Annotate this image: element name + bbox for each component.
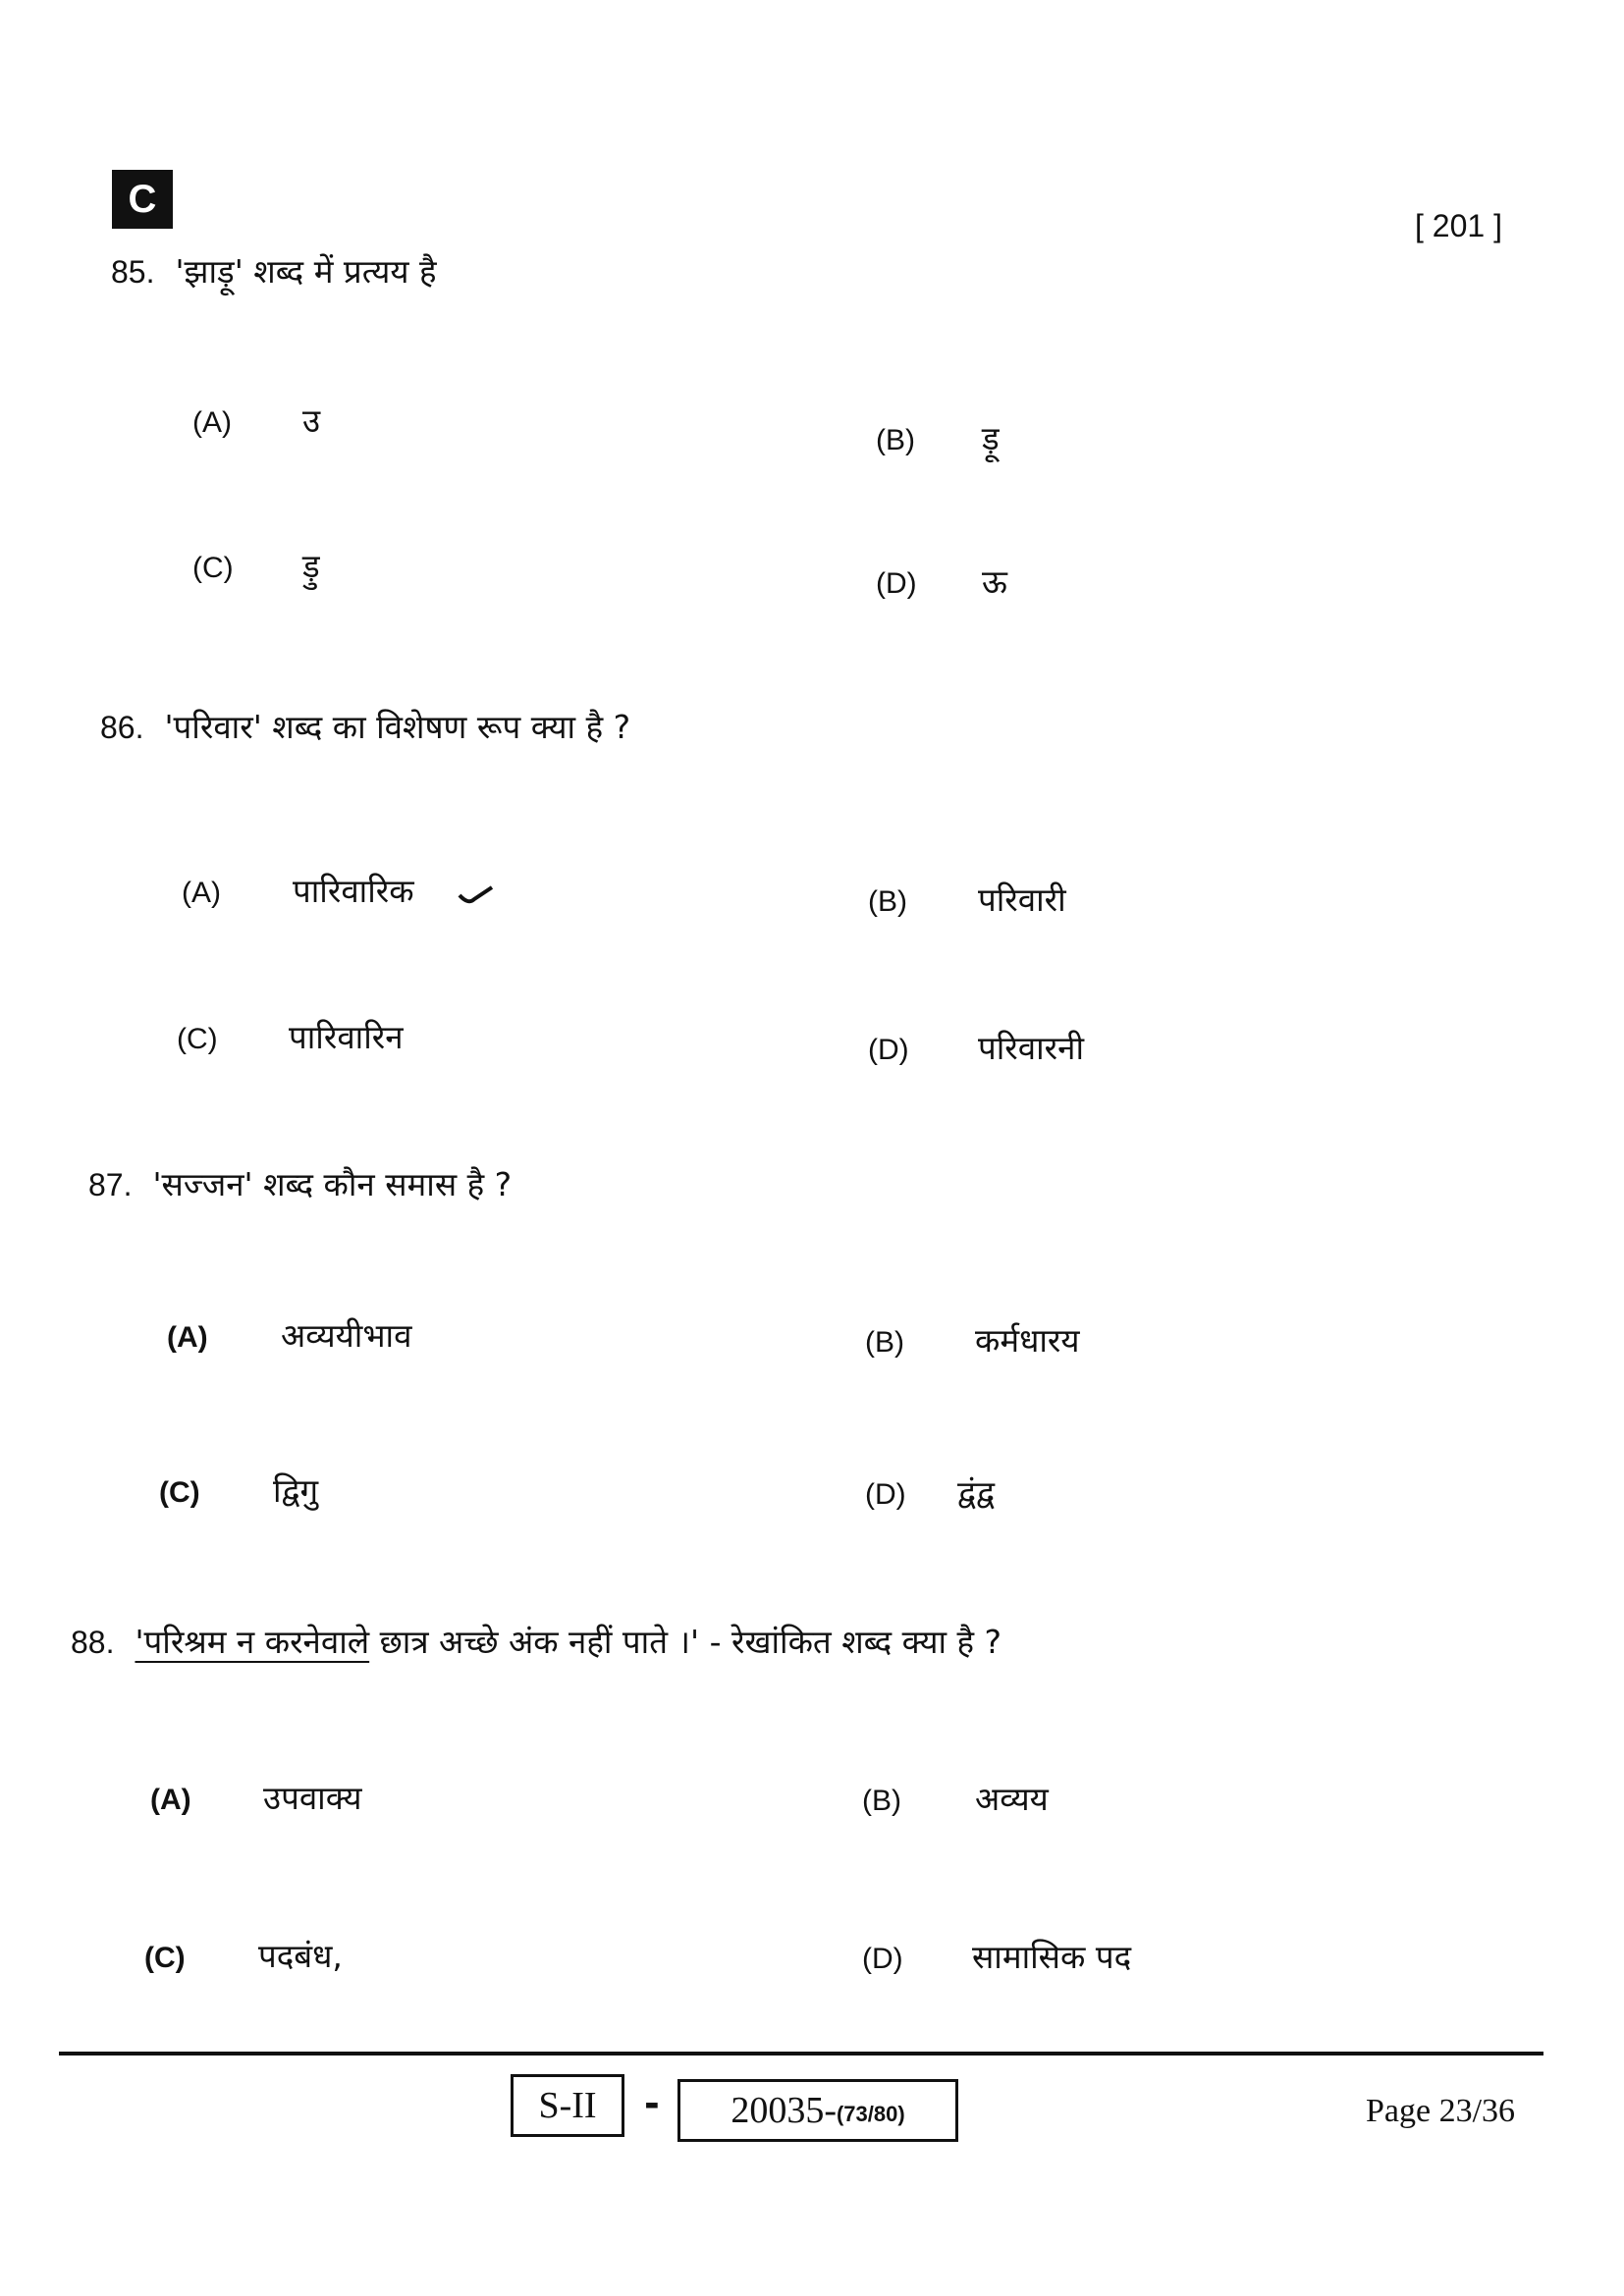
question-number: 86. xyxy=(100,710,144,745)
option-text: अव्ययीभाव xyxy=(281,1316,412,1355)
option-label: (B) xyxy=(865,1326,904,1359)
question-number: 85. xyxy=(111,254,155,290)
page-number: Page 23/36 xyxy=(1366,2093,1516,2129)
option-label: (A) xyxy=(192,406,232,439)
option-text: उ xyxy=(302,401,321,440)
option-label: (C) xyxy=(144,1942,186,1974)
question-86 xyxy=(100,708,631,746)
option-text: पारिवारिन xyxy=(289,1018,404,1056)
option-text: ऊ xyxy=(982,562,1007,601)
footer-rule xyxy=(59,2052,1543,2056)
option-label: (D) xyxy=(862,1943,903,1975)
code-box xyxy=(677,2079,958,2142)
option-text: कर्मधारय xyxy=(975,1321,1080,1360)
question-text: 'झाड़ू' शब्द में प्रत्यय है xyxy=(175,252,437,291)
set-box: S-II xyxy=(511,2074,624,2137)
option-text: सामासिक पद xyxy=(972,1938,1132,1976)
option-text: द्वंद्व xyxy=(957,1473,995,1512)
series-badge: C xyxy=(112,170,173,229)
question-text: 'सज्जन' शब्द कौन समास है ? xyxy=(152,1165,513,1203)
option-label: (A) xyxy=(167,1321,208,1354)
option-text: द्विगु xyxy=(273,1471,319,1510)
option-text: अव्यय xyxy=(975,1780,1049,1818)
option-label: (B) xyxy=(876,424,915,456)
option-label: (C) xyxy=(177,1023,218,1055)
question-number: 87. xyxy=(88,1167,133,1202)
option-label: (B) xyxy=(868,885,907,918)
question-88 xyxy=(71,1623,1002,1661)
option-label: (B) xyxy=(862,1785,901,1817)
underlined-phrase: 'परिश्रम न करनेवाले xyxy=(135,1623,370,1661)
option-text: परिवारी xyxy=(978,881,1066,919)
option-label: (D) xyxy=(876,567,917,600)
option-label: (C) xyxy=(159,1476,200,1509)
option-text: ड़ू xyxy=(982,419,1000,457)
option-text: ड़ु xyxy=(302,547,320,585)
footer-dash: - xyxy=(644,2082,660,2125)
question-text: 'परिवार' शब्द का विशेषण रूप क्या है ? xyxy=(164,708,631,746)
question-85 xyxy=(111,252,437,291)
option-label: (C) xyxy=(192,552,234,584)
checkmark-icon xyxy=(457,883,496,905)
question-number: 88. xyxy=(71,1625,115,1660)
option-label: (D) xyxy=(868,1034,909,1066)
option-label: (A) xyxy=(150,1784,191,1816)
page-code: [ 201 ] xyxy=(1415,208,1502,243)
option-label: (A) xyxy=(182,877,221,909)
paper-code: 20035- xyxy=(731,2090,837,2131)
option-text: उपवाक्य xyxy=(263,1779,362,1817)
paper-code-suffix: (73/80) xyxy=(836,2102,905,2126)
question-87 xyxy=(88,1165,513,1203)
question-text: छात्र अच्छे अंक नहीं पाते ।' - रेखांकित शब्द क्या है ? xyxy=(369,1623,1002,1661)
option-text: पदबंध, xyxy=(258,1937,343,1975)
option-text: परिवारनी xyxy=(978,1029,1085,1067)
option-label: (D) xyxy=(865,1478,906,1511)
option-text: पारिवारिक xyxy=(293,872,414,910)
